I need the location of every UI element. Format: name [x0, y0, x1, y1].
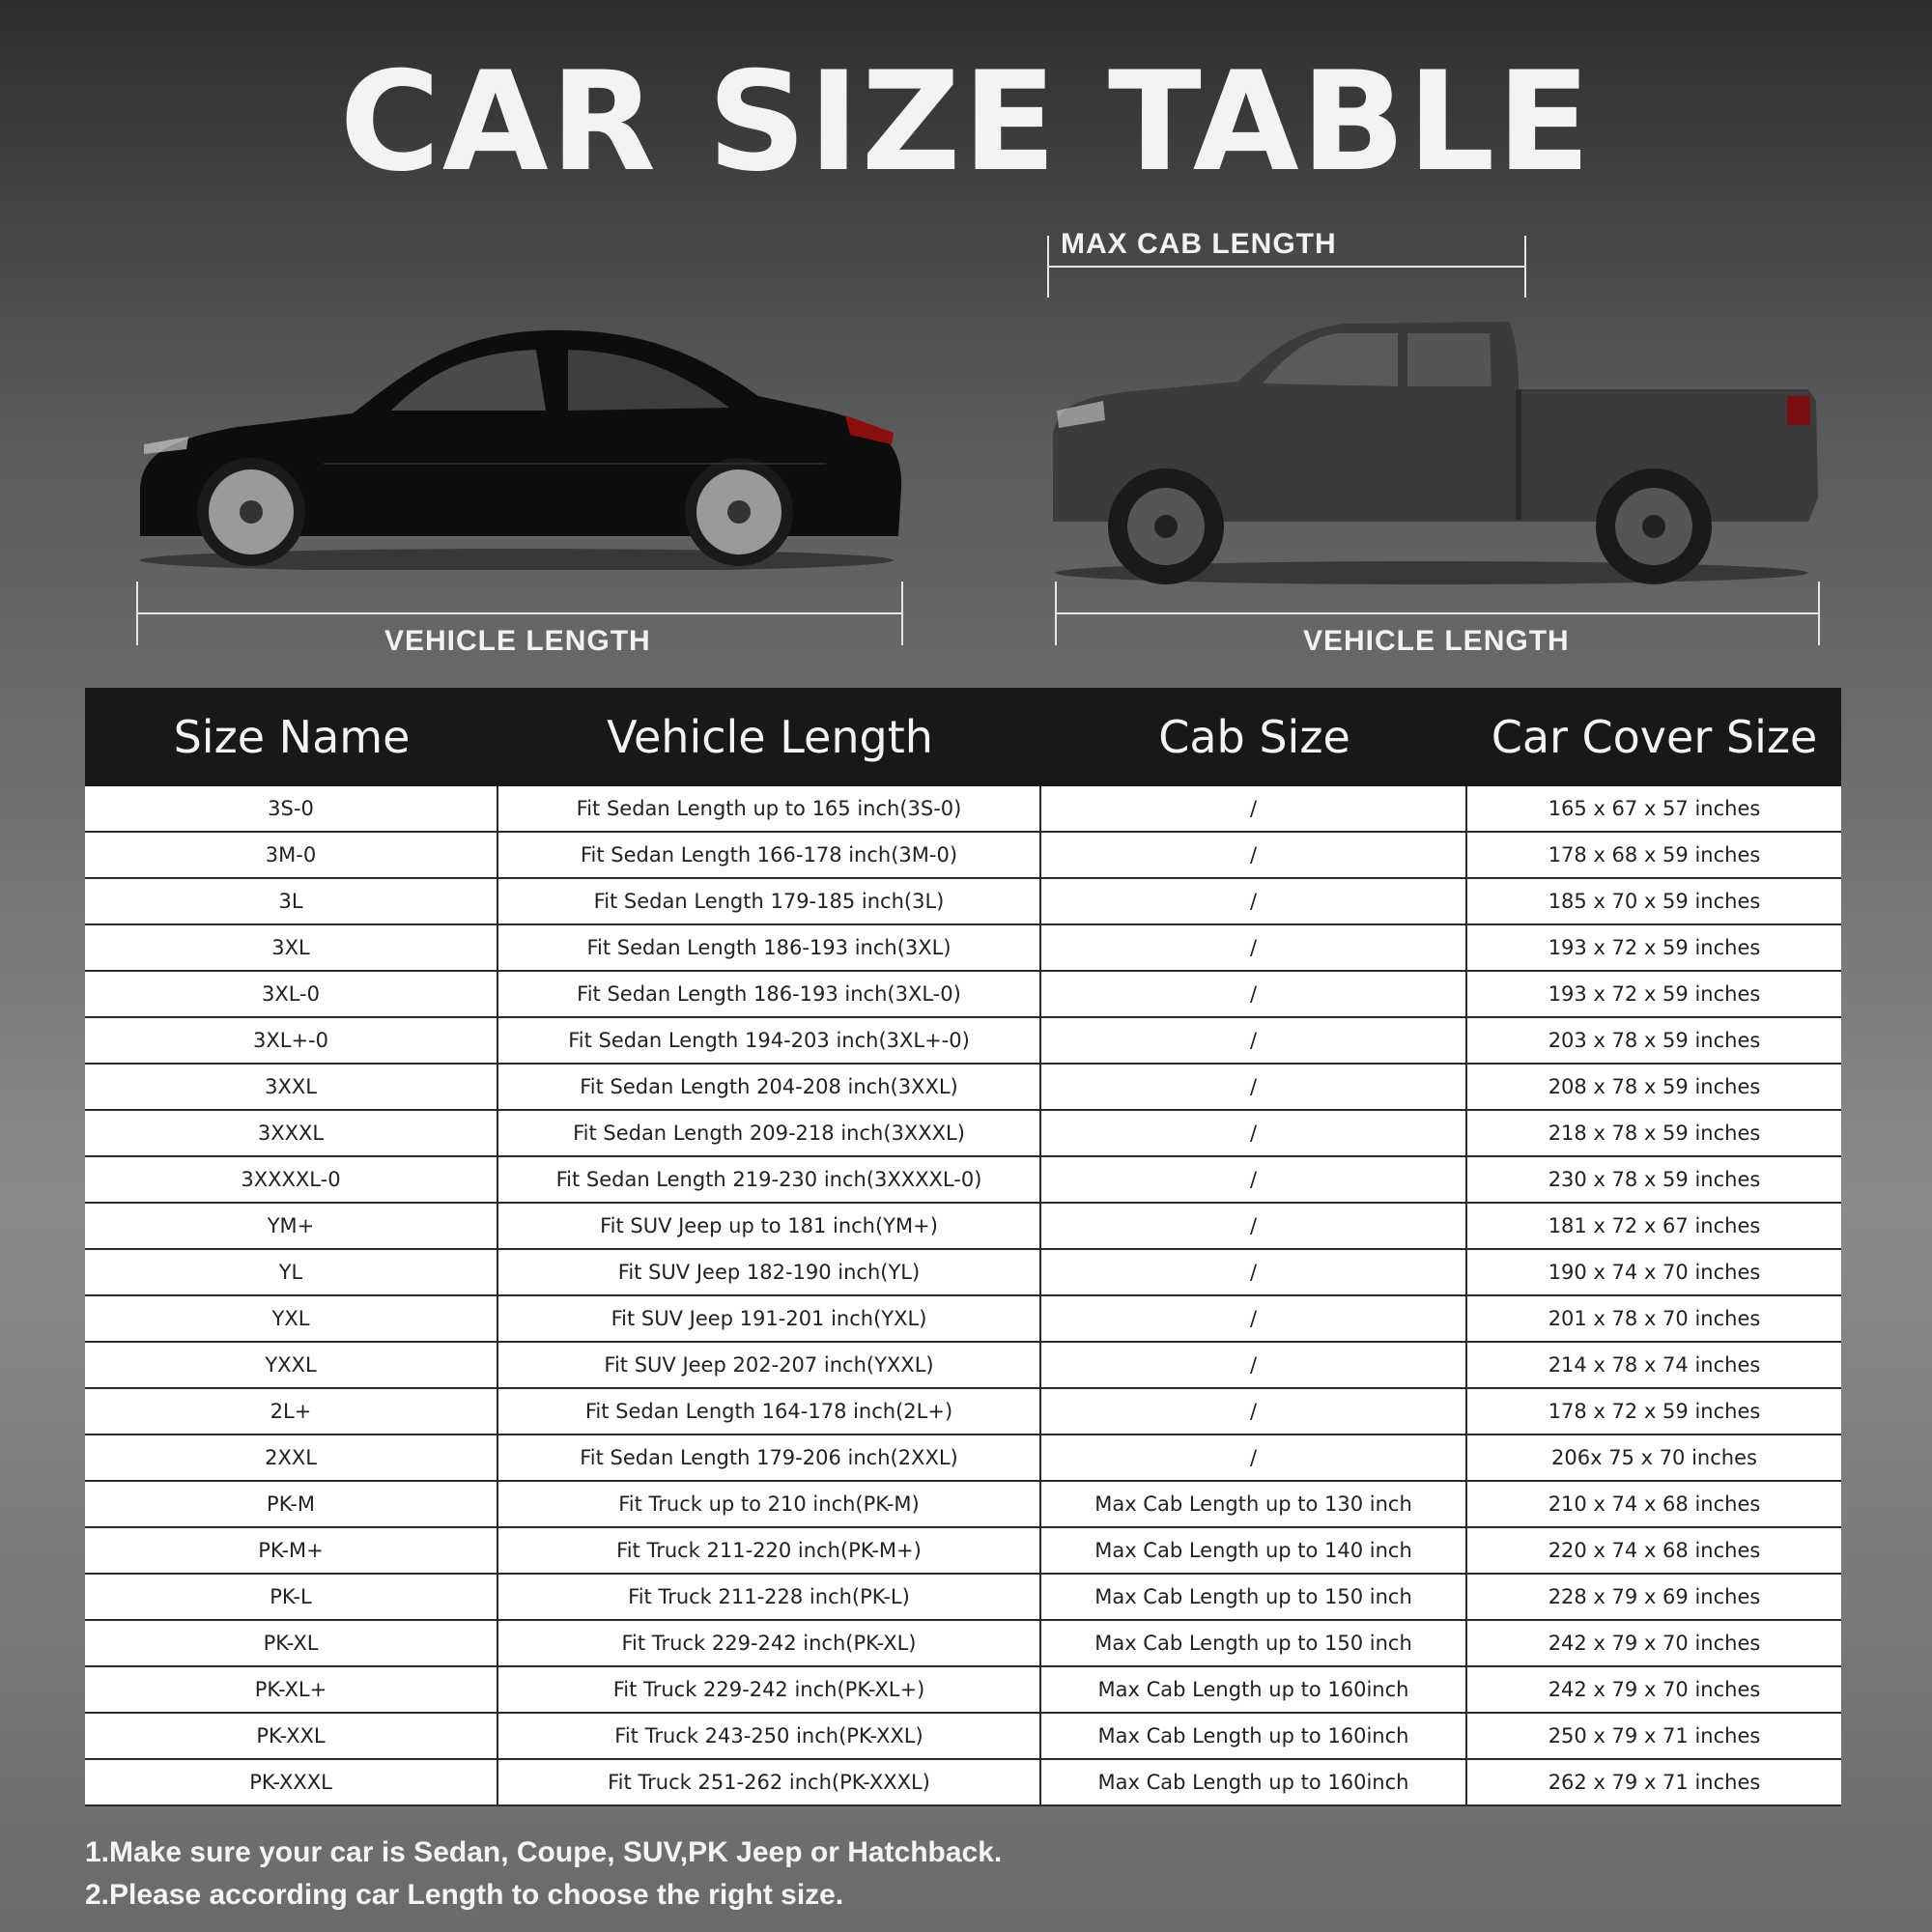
cell-cab-size: Max Cab Length up to 150 inch	[1041, 1575, 1467, 1619]
table-row	[85, 1482, 1841, 1528]
max-cab-length-label: MAX CAB LENGTH	[1061, 228, 1337, 260]
cell-car-cover-size: 193 x 72 x 59 inches	[1548, 936, 1761, 959]
sedan-length-tick-right	[901, 582, 903, 645]
cell-vehicle-length: Fit Sedan Length 179-206 inch(2XXL)	[498, 1435, 1041, 1480]
cell-size-name: PK-L	[85, 1575, 498, 1619]
cell-size-name: 3S-0	[85, 786, 498, 831]
cell-car-cover-size: 201 x 78 x 70 inches	[1548, 1307, 1761, 1330]
table-row	[85, 879, 1841, 925]
table-row	[85, 1389, 1841, 1435]
cell-cab-size: Max Cab Length up to 150 inch	[1041, 1621, 1467, 1665]
truck-length-tick-right	[1818, 582, 1820, 645]
cell-cab-size: Max Cab Length up to 160inch	[1041, 1714, 1467, 1758]
notes	[85, 1832, 1824, 1917]
cell-vehicle-length: Fit Sedan Length 166-178 inch(3M-0)	[498, 833, 1041, 877]
cell-car-cover-size: 262 x 79 x 71 inches	[1548, 1771, 1761, 1794]
cell-size-name: YL	[85, 1250, 498, 1294]
table-row	[85, 972, 1841, 1018]
cell-vehicle-length: Fit Sedan Length 179-185 inch(3L)	[498, 879, 1041, 923]
truck-vehicle-length-label: VEHICLE LENGTH	[1303, 625, 1570, 657]
size-table-header	[85, 688, 1841, 786]
cell-cab-size: /	[1041, 786, 1467, 831]
cell-car-cover-size: 250 x 79 x 71 inches	[1548, 1724, 1761, 1747]
cell-vehicle-length: Fit SUV Jeep up to 181 inch(YM+)	[498, 1204, 1041, 1248]
cell-vehicle-length: Fit Truck 229-242 inch(PK-XL+)	[498, 1667, 1041, 1712]
cell-vehicle-length: Fit Sedan Length 186-193 inch(3XL-0)	[498, 972, 1041, 1016]
cell-vehicle-length: Fit Truck 251-262 inch(PK-XXXL)	[498, 1760, 1041, 1804]
max-cab-length-line	[1047, 266, 1526, 268]
table-row	[85, 833, 1841, 879]
table-row	[85, 1528, 1841, 1575]
cell-cab-size: /	[1041, 1435, 1467, 1480]
cell-cab-size: /	[1041, 1157, 1467, 1202]
cell-car-cover-size: 178 x 68 x 59 inches	[1548, 843, 1761, 867]
cell-size-name: YM+	[85, 1204, 498, 1248]
cell-car-cover-size: 242 x 79 x 70 inches	[1548, 1678, 1761, 1701]
cell-size-name: PK-XL	[85, 1621, 498, 1665]
cell-car-cover-size: 228 x 79 x 69 inches	[1548, 1585, 1761, 1608]
cell-car-cover-size: 206x 75 x 70 inches	[1551, 1446, 1757, 1469]
sedan-image	[130, 319, 903, 570]
cell-car-cover-size: 193 x 72 x 59 inches	[1548, 982, 1761, 1006]
note-1: 1.Make sure your car is Sedan, Coupe, SUV,PK Jeep or Hatchback.	[85, 1836, 1003, 1868]
sedan-vehicle-length-label: VEHICLE LENGTH	[384, 625, 651, 657]
cell-size-name: 3XXXXL-0	[85, 1157, 498, 1202]
cell-cab-size: /	[1041, 1250, 1467, 1294]
table-row	[85, 925, 1841, 972]
cell-vehicle-length: Fit Sedan Length up to 165 inch(3S-0)	[498, 786, 1041, 831]
cell-car-cover-size: 178 x 72 x 59 inches	[1548, 1400, 1761, 1423]
note-2: 2.Please according car Length to choose the right size.	[85, 1879, 844, 1911]
max-cab-length-tick-right	[1524, 236, 1526, 298]
cell-size-name: PK-XXL	[85, 1714, 498, 1758]
table-row	[85, 1111, 1841, 1157]
cell-size-name: 3L	[85, 879, 498, 923]
cell-vehicle-length: Fit Truck 211-220 inch(PK-M+)	[498, 1528, 1041, 1573]
cell-car-cover-size: 181 x 72 x 67 inches	[1548, 1214, 1761, 1237]
table-row	[85, 1157, 1841, 1204]
table-row	[85, 1204, 1841, 1250]
cell-size-name: 2XXL	[85, 1435, 498, 1480]
cell-cab-size: /	[1041, 1018, 1467, 1063]
header-car-cover-size: Car Cover Size	[1491, 711, 1818, 763]
table-row	[85, 1343, 1841, 1389]
cell-size-name: 2L+	[85, 1389, 498, 1434]
cell-size-name: 3M-0	[85, 833, 498, 877]
page-title: CAR SIZE TABLE	[339, 43, 1593, 202]
cell-vehicle-length: Fit Truck 243-250 inch(PK-XXL)	[498, 1714, 1041, 1758]
cell-car-cover-size: 165 x 67 x 57 inches	[1548, 797, 1761, 820]
cell-car-cover-size: 214 x 78 x 74 inches	[1548, 1353, 1761, 1377]
header-vehicle-length: Vehicle Length	[607, 711, 933, 763]
cell-cab-size: Max Cab Length up to 160inch	[1041, 1667, 1467, 1712]
cell-cab-size: /	[1041, 1065, 1467, 1109]
cell-cab-size: Max Cab Length up to 140 inch	[1041, 1528, 1467, 1573]
table-row	[85, 1250, 1841, 1296]
cell-cab-size: /	[1041, 972, 1467, 1016]
cell-size-name: YXXL	[85, 1343, 498, 1387]
sedan-length-tick-left	[136, 582, 138, 645]
truck-image	[1045, 304, 1818, 584]
cell-vehicle-length: Fit Sedan Length 194-203 inch(3XL+-0)	[498, 1018, 1041, 1063]
cell-size-name: PK-XL+	[85, 1667, 498, 1712]
table-row	[85, 1065, 1841, 1111]
table-row	[85, 786, 1841, 833]
cell-car-cover-size: 242 x 79 x 70 inches	[1548, 1632, 1761, 1655]
cell-car-cover-size: 203 x 78 x 59 inches	[1548, 1029, 1761, 1052]
truck-length-line	[1055, 612, 1820, 614]
cell-vehicle-length: Fit Sedan Length 219-230 inch(3XXXXL-0)	[498, 1157, 1041, 1202]
cell-cab-size: /	[1041, 879, 1467, 923]
cell-cab-size: Max Cab Length up to 130 inch	[1041, 1482, 1467, 1526]
sedan-length-line	[136, 612, 903, 614]
cell-size-name: 3XXL	[85, 1065, 498, 1109]
cell-cab-size: /	[1041, 1389, 1467, 1434]
cell-car-cover-size: 208 x 78 x 59 inches	[1548, 1075, 1761, 1098]
cell-size-name: 3XXXL	[85, 1111, 498, 1155]
cell-car-cover-size: 220 x 74 x 68 inches	[1548, 1539, 1761, 1562]
cell-size-name: PK-M+	[85, 1528, 498, 1573]
cell-vehicle-length: Fit Sedan Length 204-208 inch(3XXL)	[498, 1065, 1041, 1109]
cell-vehicle-length: Fit Truck up to 210 inch(PK-M)	[498, 1482, 1041, 1526]
table-row	[85, 1435, 1841, 1482]
header-cab-size: Cab Size	[1158, 711, 1350, 763]
cell-vehicle-length: Fit Sedan Length 164-178 inch(2L+)	[498, 1389, 1041, 1434]
cell-vehicle-length: Fit SUV Jeep 182-190 inch(YL)	[498, 1250, 1041, 1294]
cell-cab-size: /	[1041, 1204, 1467, 1248]
cell-size-name: PK-M	[85, 1482, 498, 1526]
cell-size-name: PK-XXXL	[85, 1760, 498, 1804]
header-size-name: Size Name	[173, 711, 411, 763]
size-table-body	[85, 786, 1841, 1806]
cell-cab-size: Max Cab Length up to 160inch	[1041, 1760, 1467, 1804]
cell-cab-size: /	[1041, 1343, 1467, 1387]
cell-cab-size: /	[1041, 1111, 1467, 1155]
cell-car-cover-size: 230 x 78 x 59 inches	[1548, 1168, 1761, 1191]
cell-size-name: 3XL	[85, 925, 498, 970]
cell-size-name: 3XL+-0	[85, 1018, 498, 1063]
cell-cab-size: /	[1041, 925, 1467, 970]
cell-vehicle-length: Fit Sedan Length 186-193 inch(3XL)	[498, 925, 1041, 970]
cell-vehicle-length: Fit SUV Jeep 191-201 inch(YXL)	[498, 1296, 1041, 1341]
table-row	[85, 1714, 1841, 1760]
table-row	[85, 1667, 1841, 1714]
table-row	[85, 1760, 1841, 1806]
cell-cab-size: /	[1041, 1296, 1467, 1341]
table-row	[85, 1018, 1841, 1065]
cell-car-cover-size: 210 x 74 x 68 inches	[1548, 1492, 1761, 1516]
max-cab-length-tick-left	[1047, 236, 1049, 298]
truck-length-tick-left	[1055, 582, 1057, 645]
table-row	[85, 1575, 1841, 1621]
cell-vehicle-length: Fit Truck 211-228 inch(PK-L)	[498, 1575, 1041, 1619]
cell-vehicle-length: Fit SUV Jeep 202-207 inch(YXXL)	[498, 1343, 1041, 1387]
cell-car-cover-size: 185 x 70 x 59 inches	[1548, 890, 1761, 913]
cell-size-name: YXL	[85, 1296, 498, 1341]
table-row	[85, 1621, 1841, 1667]
cell-car-cover-size: 190 x 74 x 70 inches	[1548, 1261, 1761, 1284]
cell-car-cover-size: 218 x 78 x 59 inches	[1548, 1122, 1761, 1145]
cell-size-name: 3XL-0	[85, 972, 498, 1016]
cell-vehicle-length: Fit Truck 229-242 inch(PK-XL)	[498, 1621, 1041, 1665]
cell-vehicle-length: Fit Sedan Length 209-218 inch(3XXXL)	[498, 1111, 1041, 1155]
table-row	[85, 1296, 1841, 1343]
cell-cab-size: /	[1041, 833, 1467, 877]
